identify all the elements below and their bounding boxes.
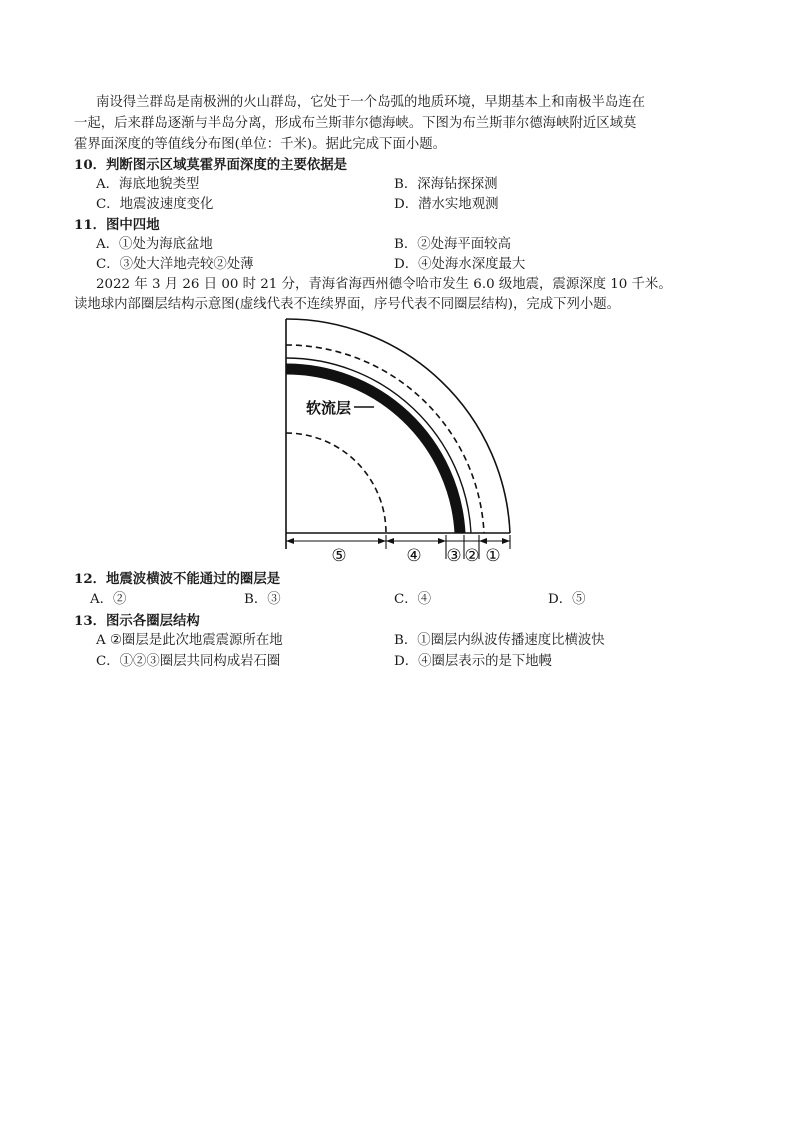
intro2-line-2: 读地球内部圈层结构示意图(虚线代表不连续界面，序号代表不同圈层结构)，完成下列小题。 [74, 297, 621, 312]
arrowhead-layer4-left [386, 538, 394, 544]
arrowhead-layer4-right [438, 538, 446, 544]
layer-label-2: ② [464, 546, 480, 566]
arrowhead-left [286, 538, 294, 544]
layer-label-3: ③ [446, 546, 462, 566]
question-12-option-b: B．③ [244, 592, 281, 607]
question-13-option-b: B．①圈层内纵波传播速度比横波快 [394, 633, 605, 648]
layer-label-5: ⑤ [331, 546, 347, 566]
question-11-option-a: A．①处为海底盆地 [96, 237, 213, 252]
layer-label-1: ① [485, 546, 501, 566]
question-10-option-a: A．海底地貌类型 [96, 177, 200, 192]
gutenberg-dashed-arc [286, 433, 386, 533]
question-11-option-c: C．③处大洋地壳较②处薄 [96, 257, 254, 272]
intro2-line-1: 2022 年 3 月 26 日 00 时 21 分，青海省海西州德令哈市发生 6.0 级地震，震源深度 10 千米。 [96, 277, 672, 292]
earth-layer-diagram [270, 313, 530, 573]
question-12-stem: 12．地震波横波不能通过的圈层是 [74, 571, 281, 587]
question-11-option-b: B．②处海平面较高 [394, 237, 511, 252]
question-10-option-b: B．深海钻探探测 [394, 177, 498, 192]
layer-label-4: ④ [406, 546, 422, 566]
question-12-option-d: D．⑤ [548, 592, 586, 607]
asthenosphere-label: 软流层 [306, 399, 352, 417]
intro1-line-2: 一起，后来群岛逐渐与半岛分离，形成布兰斯菲尔德海峡。下图为布兰斯菲尔德海峡附近区域莫 [74, 116, 637, 131]
question-13-option-d: D．④圈层表示的是下地幔 [394, 654, 553, 669]
intro1-line-1: 南设得兰群岛是南极洲的火山群岛，它处于一个岛弧的地质环境，早期基本上和南极半岛连在 [96, 95, 646, 110]
question-12-option-c: C．④ [394, 592, 432, 607]
question-13-option-a: A ②圈层是此次地震震源所在地 [96, 633, 283, 648]
earth-surface-arc [286, 319, 510, 533]
question-13-option-c: C．①②③圈层共同构成岩石圈 [96, 654, 281, 669]
arrowhead-right [502, 538, 510, 544]
question-10-stem: 10．判断图示区域莫霍界面深度的主要依据是 [74, 157, 348, 173]
question-10-option-c: C．地震波速度变化 [96, 197, 214, 212]
question-10-option-d: D．潜水实地观测 [394, 197, 499, 212]
question-12-option-a: A．② [90, 592, 127, 607]
question-11-stem: 11．图中四地 [74, 217, 160, 233]
arrowhead-layer1-left [479, 538, 487, 544]
asthenosphere-band [286, 369, 460, 533]
question-13-stem: 13．图示各圈层结构 [74, 613, 200, 629]
intro1-line-3: 霍界面深度的等值线分布图(单位：千米)。据此完成下面小题。 [74, 137, 446, 152]
question-11-option-d: D．④处海水深度最大 [394, 257, 526, 272]
arrowhead-layer5-right [378, 538, 386, 544]
